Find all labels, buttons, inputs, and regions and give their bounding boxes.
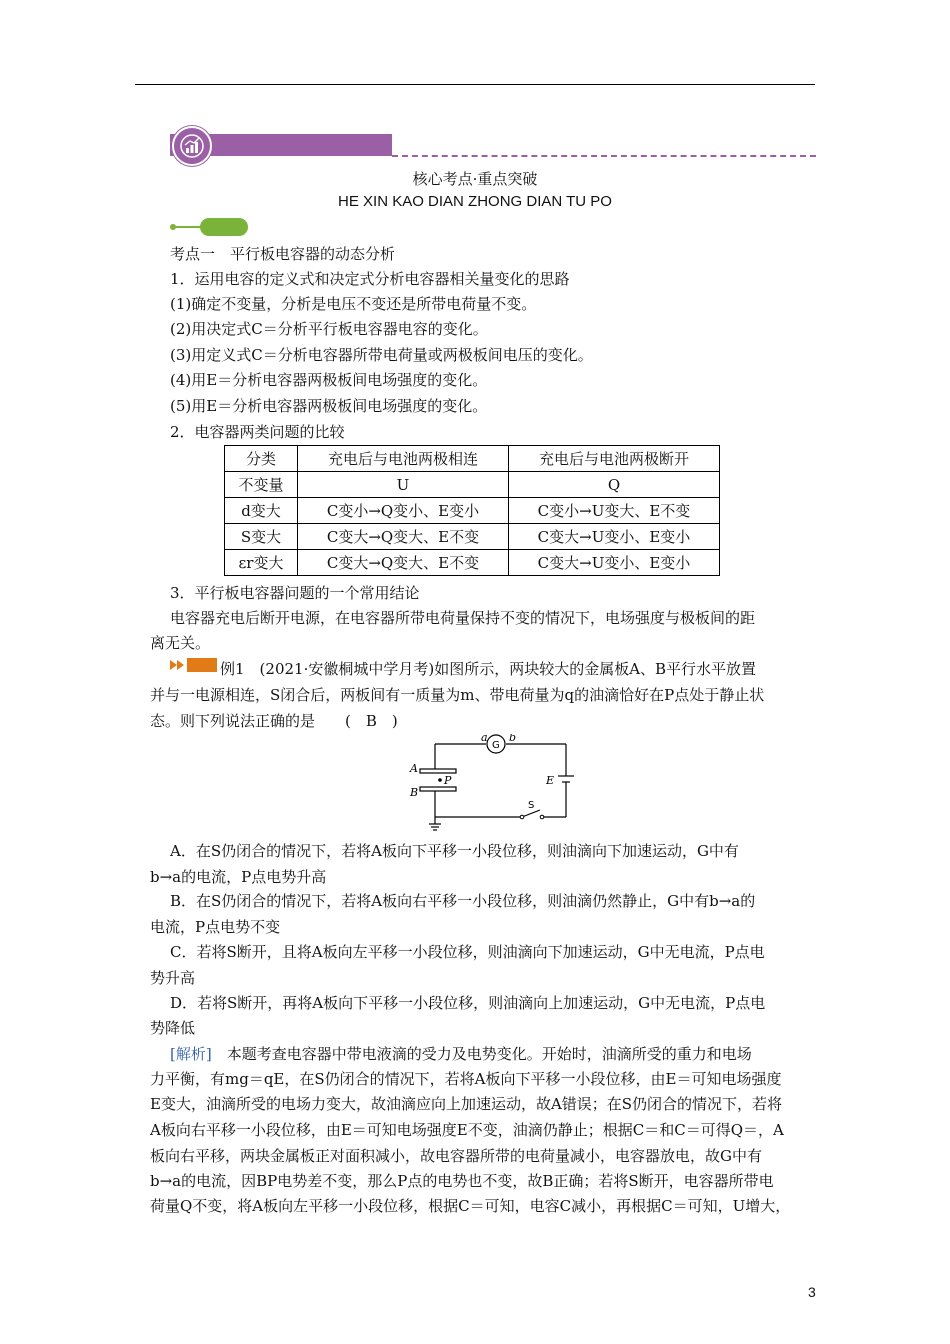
chart-icon — [172, 126, 212, 166]
option-d: D．若将S断开，再将A板向下平移一小段位移，则油滴向上加速运动，G中无电流，P点电 — [170, 994, 766, 1012]
option-c: C．若将S断开，且将A板向左平移一小段位移，则油滴向下加速运动，G中无电流，P点电 — [170, 943, 765, 961]
step-3: (3)用定义式C＝分析电容器所带电荷量或两极板间电压的变化。 — [170, 346, 593, 364]
item1-title: 1．运用电容的定义式和决定式分析电容器相关量变化的思路 — [170, 270, 570, 288]
analysis-line: E变大，油滴所受的电场力变大，故油滴应向上加速运动，故A错误；在S仍闭合的情况下，若将 — [150, 1095, 783, 1113]
label-p: P — [444, 774, 452, 787]
table-cell: d变大 — [225, 498, 298, 524]
example-line: 例1 (2021·安徽桐城中学月考)如图所示，两块较大的金属板A、B平行水平放置 — [220, 660, 757, 678]
table-cell: C变大→Q变大、E不变 — [298, 550, 509, 576]
table-cell: S变大 — [225, 524, 298, 550]
analysis-line: 荷量Q不变，将A板向左平移一小段位移，根据C＝可知，电容C减小，再根据C＝可知，U增大， — [150, 1197, 791, 1215]
table-cell: C变大→U变小、E变小 — [509, 550, 720, 576]
dashed-divider — [392, 155, 816, 157]
top-rule — [135, 84, 815, 85]
analysis-first-line — [170, 1043, 752, 1064]
analysis-line: 力平衡，有mg＝qE，在S仍闭合的情况下，若将A板向下平移一小段位移，由E＝可知电场强度 — [150, 1070, 782, 1088]
table-cell: 不变量 — [225, 472, 298, 498]
option-c-cont: 势升高 — [150, 969, 196, 987]
table-row — [225, 472, 720, 498]
page-title: 核心考点·重点突破 — [412, 170, 538, 188]
example-line: 并与一电源相连，S闭合后，两板间有一质量为m、带电荷量为q的油滴恰好在P点处于静止状 — [150, 686, 765, 704]
table-cell: U — [298, 472, 509, 498]
table-cell: C变大→Q变大、E不变 — [298, 524, 509, 550]
label-plate-b: B — [410, 786, 419, 799]
step-4: (4)用E＝分析电容器两极板间电场强度的变化。 — [170, 371, 488, 389]
step-2: (2)用决定式C＝分析平行板电容器电容的变化。 — [170, 320, 488, 338]
item3-body: 离无关。 — [150, 634, 211, 652]
table-cell: εr变大 — [225, 550, 298, 576]
table-row — [225, 524, 720, 550]
page-subtitle: HE XIN KAO DIAN ZHONG DIAN TU PO — [338, 193, 612, 210]
table-header: 充电后与电池两极相连 — [298, 446, 509, 472]
item3-title: 3．平行板电容器问题的一个常用结论 — [170, 584, 420, 602]
label-b: b — [509, 734, 517, 744]
label-e: E — [546, 774, 555, 787]
table-cell: Q — [509, 472, 720, 498]
analysis-line: A板向右平移一小段位移，由E＝可知电场强度E不变，油滴仍静止；根据C＝和C＝可得Q＝，A — [150, 1121, 784, 1139]
page-number: 3 — [808, 1284, 816, 1300]
table-row — [225, 550, 720, 576]
table-header-row — [225, 446, 720, 472]
label-a: a — [481, 734, 488, 744]
analysis-tag: [解析] — [170, 1045, 212, 1063]
label-plate-a: A — [410, 762, 418, 775]
option-a-cont: b→a的电流，P点电势升高 — [150, 868, 327, 886]
option-a: A．在S仍闭合的情况下，若将A板向下平移一小段位移，则油滴向下加速运动，G中有 — [170, 842, 739, 860]
table-cell: C变小→U变大、E不变 — [509, 498, 720, 524]
table-header: 分类 — [225, 446, 298, 472]
section-heading: 考点一 平行板电容器的动态分析 — [170, 245, 396, 263]
green-marker — [170, 218, 250, 236]
analysis-text: 本题考查电容器中带电液滴的受力及电势变化。开始时，油滴所受的重力和电场 — [211, 1045, 752, 1063]
example-line: 态。则下列说法正确的是 ( B ) — [150, 712, 398, 730]
option-d-cont: 势降低 — [150, 1019, 196, 1037]
item2-title: 2．电容器两类问题的比较 — [170, 423, 345, 441]
option-b: B．在S仍闭合的情况下，若将A板向右平移一小段位移，则油滴仍然静止，G中有b→a的 — [170, 892, 756, 910]
step-1: (1)确定不变量，分析是电压不变还是所带电荷量不变。 — [170, 295, 537, 313]
step-5: (5)用E＝分析电容器两极板间电场强度的变化。 — [170, 397, 488, 415]
switch-label: S — [528, 800, 535, 811]
table-header: 充电后与电池两极断开 — [509, 446, 720, 472]
comparison-table — [224, 445, 720, 576]
analysis-line: b→a的电流，因BP电势差不变，那么P点的电势也不变，故B正确；若将S断开，电容器所带电 — [150, 1172, 774, 1190]
circuit-diagram — [400, 734, 580, 834]
galvanometer-icon: G — [492, 740, 500, 751]
section-banner — [170, 126, 392, 156]
item3-body: 电容器充电后断开电源，在电容器所带电荷量保持不变的情况下，电场强度与极板间的距 — [170, 609, 756, 627]
analysis-line: 板向右平移，两块金属板正对面积减小，故电容器所带的电荷量减小，电容器放电，故G中有 — [150, 1147, 762, 1165]
table-cell: C变大→U变小、E变小 — [509, 524, 720, 550]
option-b-cont: 电流，P点电势不变 — [150, 918, 281, 936]
table-cell: C变小→Q变小、E变小 — [298, 498, 509, 524]
table-row — [225, 498, 720, 524]
